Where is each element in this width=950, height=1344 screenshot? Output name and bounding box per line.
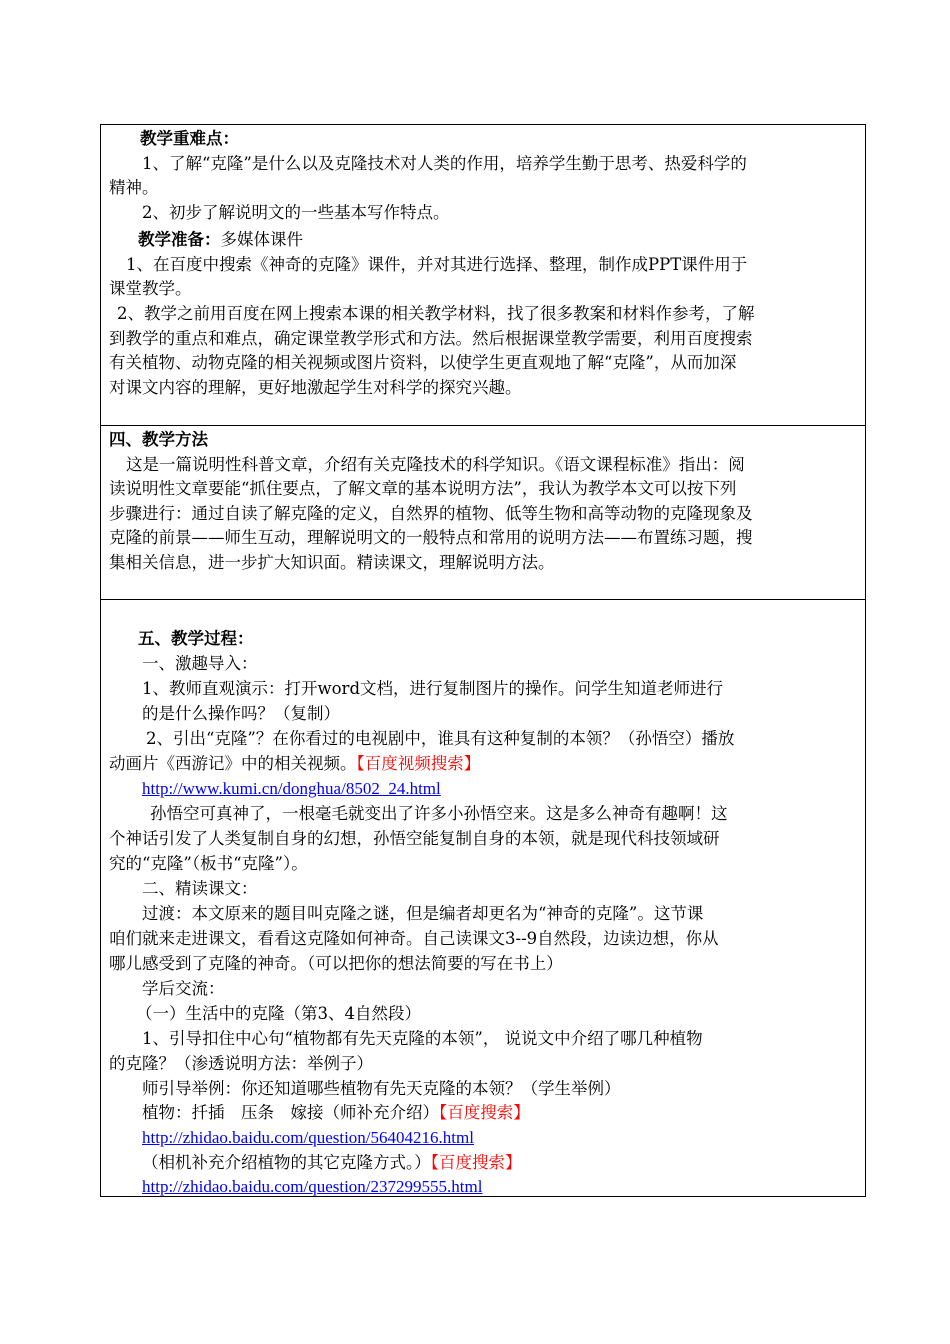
teacher-example-line: 师引导举例：你还知道哪些植物有先天克隆的本领？（学生举例） bbox=[142, 1079, 621, 1098]
transition-line-2: 咱们就来走进课文，看看这克隆如何神奇。自己读课文3--9自然段，边读边想，你从 bbox=[109, 929, 719, 948]
method-heading: 四、教学方法 bbox=[109, 430, 208, 449]
prep-item-2-line1: 2、教学之前用百度在网上搜索本课的相关教学材料，找了很多教案和材料作参考，了解 bbox=[117, 304, 755, 323]
method-line-3: 步骤进行：通过自读了解克隆的定义，自然界的植物、低等生物和高等动物的克隆现象及 bbox=[109, 504, 753, 523]
process-heading: 五、教学过程： bbox=[138, 629, 254, 648]
focus-point-1-line1: 1、了解“克隆”是什么以及克隆技术对人类的作用，培养学生勤于思考、热爱科学的 bbox=[142, 154, 747, 173]
prep-item-2-line3: 有关植物、动物克隆的相关视频或图片资料，以使学生更直观地了解“克隆”，从而加深 bbox=[109, 353, 737, 372]
baidu-search-tag-2: 【百度搜索】 bbox=[430, 1153, 522, 1172]
discussion-title: 学后交流： bbox=[142, 979, 225, 998]
step-1-item-1-line2: 的是什么操作吗？（复制） bbox=[142, 704, 340, 723]
baidu-zhidao-link-2[interactable]: http://zhidao.baidu.com/question/237299555.html bbox=[142, 1177, 483, 1196]
method-line-4: 克隆的前景——师生互动，理解说明文的一般特点和常用的说明方法——布置练习题，搜 bbox=[109, 528, 753, 547]
preparation-value: 多媒体课件 bbox=[220, 230, 303, 249]
step-1-item-2-line2: 动画片《西游记》中的相关视频。【百度视频搜索】 bbox=[109, 754, 481, 773]
step-1-item-1-line1: 1、教师直观演示：打开word文档，进行复制图片的操作。问学生知道老师进行 bbox=[142, 679, 724, 698]
prep-item-1-line2: 课堂教学。 bbox=[109, 279, 192, 298]
preparation-heading: 教学准备： bbox=[138, 230, 221, 249]
prep-item-1-line1: 1、在百度中搜索《神奇的克隆》课件，并对其进行选择、整理，制作成PPT课件用于 bbox=[126, 255, 748, 274]
preparation-line bbox=[138, 228, 303, 252]
focus-point-1-line2: 精神。 bbox=[109, 178, 159, 197]
kumi-video-link[interactable]: http://www.kumi.cn/donghua/8502_24.html bbox=[142, 779, 441, 798]
guide-line-1: 1、引导扣住中心句“植物都有先天克隆的本领”， 说说文中介绍了哪几种植物 bbox=[142, 1029, 703, 1048]
plant-methods-line: 植物：扦插 压条 嫁接（师补充介绍）【百度搜索】 bbox=[142, 1103, 530, 1122]
subsection-1-title: （一）生活中的克隆（第3、4自然段） bbox=[136, 1004, 421, 1023]
prep-item-2-line2: 到教学的重点和难点，确定课堂教学形式和方法。然后根据课堂教学需要，利用百度搜索 bbox=[109, 329, 753, 348]
prep-item-2-line4: 对课文内容的理解，更好地激起学生对科学的探究兴趣。 bbox=[109, 378, 522, 397]
transition-line-3: 哪儿感受到了克隆的神奇。（可以把你的想法简要的写在书上） bbox=[109, 954, 563, 973]
method-line-5: 集相关信息，进一步扩大知识面。精读课文，理解说明方法。 bbox=[109, 553, 555, 572]
guide-line-2: 的克隆？（渗透说明方法：举例子） bbox=[109, 1054, 373, 1073]
baidu-search-tag-1: 【百度搜索】 bbox=[439, 1103, 530, 1122]
baidu-video-search-tag: 【百度视频搜索】 bbox=[356, 754, 481, 773]
transition-line-1: 过渡：本文原来的题目叫克隆之谜，但是编者却更名为“神奇的克隆”。这节课 bbox=[142, 904, 704, 923]
method-line-2: 读说明性文章要能“抓住要点，了解文章的基本说明方法”，我认为教学本文可以按下列 bbox=[109, 479, 737, 498]
difficulty-heading: 教学重难点： bbox=[140, 129, 239, 148]
method-line-1: 这是一篇说明性科普文章，介绍有关克隆技术的科学知识。《语文课程标准》指出：阅 bbox=[126, 455, 745, 474]
step-1-item-2-line1: 2、引出“克隆”？在你看过的电视剧中，谁具有这种复制的本领？（孙悟空）播放 bbox=[146, 729, 735, 748]
baidu-zhidao-link-1[interactable]: http://zhidao.baidu.com/question/56404216.html bbox=[142, 1128, 474, 1147]
supplement-line: （相机补充介绍植物的其它克隆方式。）【百度搜索】 bbox=[142, 1153, 522, 1172]
focus-point-2: 2、初步了解说明文的一些基本写作特点。 bbox=[142, 203, 450, 222]
step-1-title: 一、激趣导入： bbox=[142, 654, 258, 673]
story-line-3: 究的“克隆”（板书“克隆”）。 bbox=[109, 854, 308, 873]
step-2-title: 二、精读课文： bbox=[142, 879, 258, 898]
story-line-1: 孙悟空可真神了，一根毫毛就变出了许多小孙悟空来。这是多么神奇有趣啊！这 bbox=[150, 804, 728, 823]
story-line-2: 个神话引发了人类复制自身的幻想，孙悟空能复制自身的本领，就是现代科技领域研 bbox=[109, 829, 720, 848]
